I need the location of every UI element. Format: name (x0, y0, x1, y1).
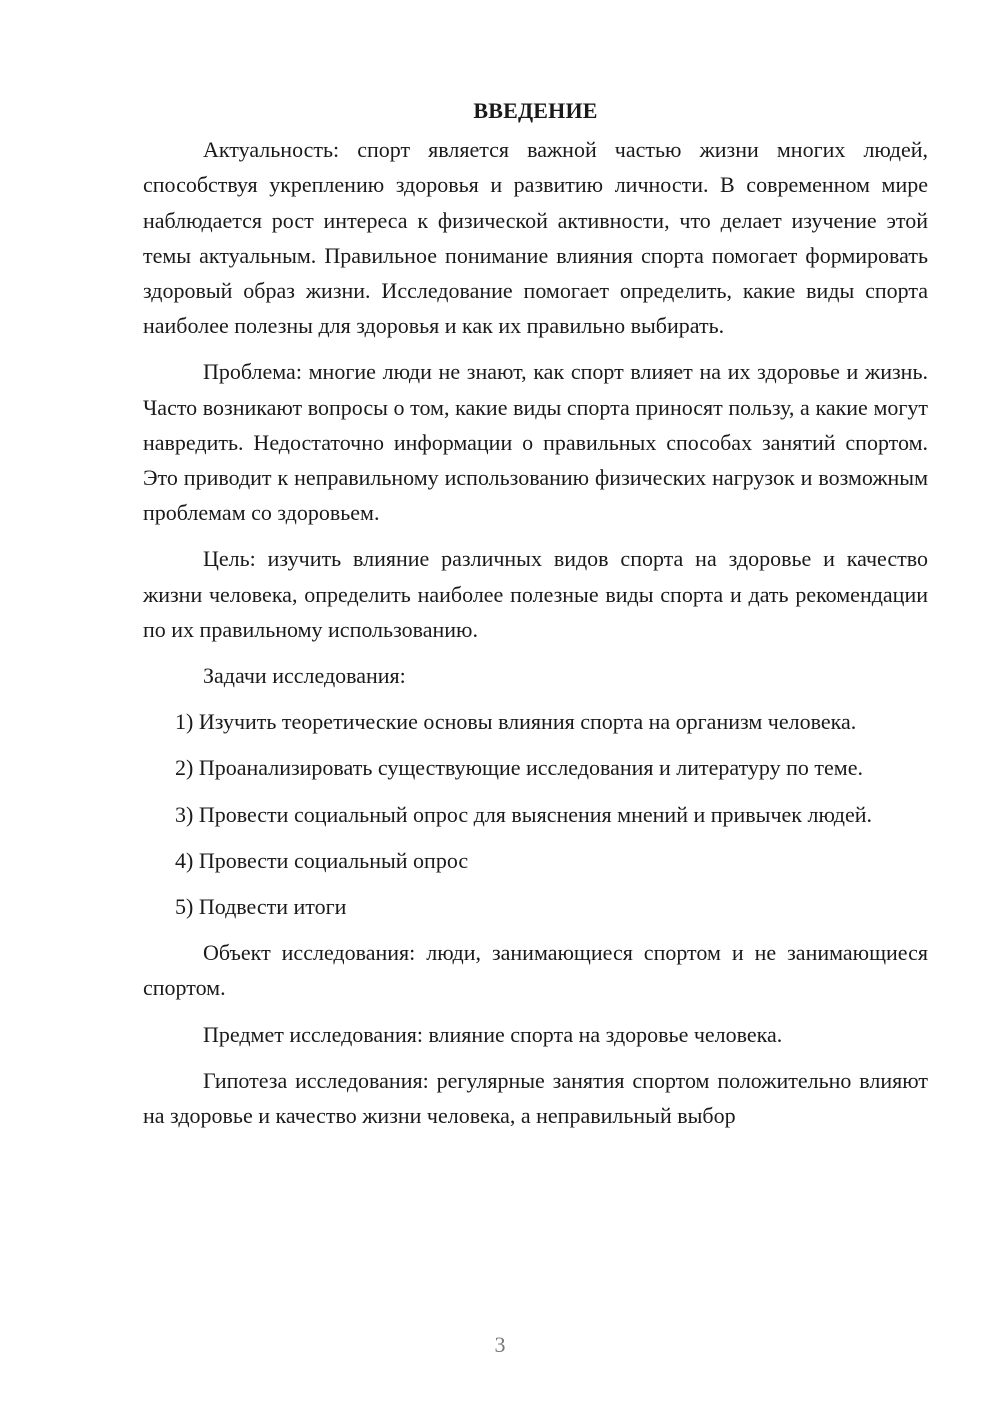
page-number: 3 (494, 1332, 506, 1357)
section-title: ВВЕДЕНИЕ (473, 98, 598, 123)
task-item-1: 1) Изучить теоретические основы влияния спорта на организм человека. (175, 709, 857, 735)
task-item-3: 3) Провести социальный опрос для выяснения мнений и привычек людей. (175, 801, 872, 827)
subject-paragraph: Предмет исследования: влияние спорта на здоровье человека. (203, 1021, 783, 1047)
page-content (143, 93, 928, 1144)
task-item-2: 2) Проанализировать существующие исследования и литературу по теме. (175, 755, 863, 781)
relevance-paragraph: Актуальность: спорт является важной частью жизни многих людей, способствуя укреплению здоровья и развитию личности. В современном мире наблюдается рост интереса к физической активности, что делает изучение этой темы актуальным. Правильное понимание влияния спорта помогает формировать здоровый образ жизни. Исследование помогает определить, какие виды спорта наиболее полезны для здоровья и как их правильно выбирать. (143, 137, 928, 339)
task-item-4: 4) Провести социальный опрос (175, 847, 469, 873)
hypothesis-paragraph: Гипотеза исследования: регулярные занятия спортом положительно влияют на здоровье и качество жизни человека, а неправильный выбор (143, 1067, 928, 1129)
tasks-heading: Задачи исследования: (203, 663, 406, 689)
task-item-5: 5) Подвести итоги (175, 894, 347, 920)
object-paragraph: Объект исследования: люди, занимающиеся спортом и не занимающиеся спортом. (143, 940, 928, 1001)
goal-paragraph: Цель: изучить влияние различных видов спорта на здоровье и качество жизни человека, определить наиболее полезные виды спорта и дать рекомендации по их правильному использованию. (143, 546, 928, 642)
problem-paragraph: Проблема: многие люди не знают, как спорт влияет на их здоровье и жизнь. Часто возникают вопросы о том, какие виды спорта приносят пользу, а какие могут навредить. Недостаточно информации о правильных способах занятий спортом. Это приводит к неправильному использованию физических нагрузок и возможным проблемам со здоровьем. (143, 359, 928, 526)
